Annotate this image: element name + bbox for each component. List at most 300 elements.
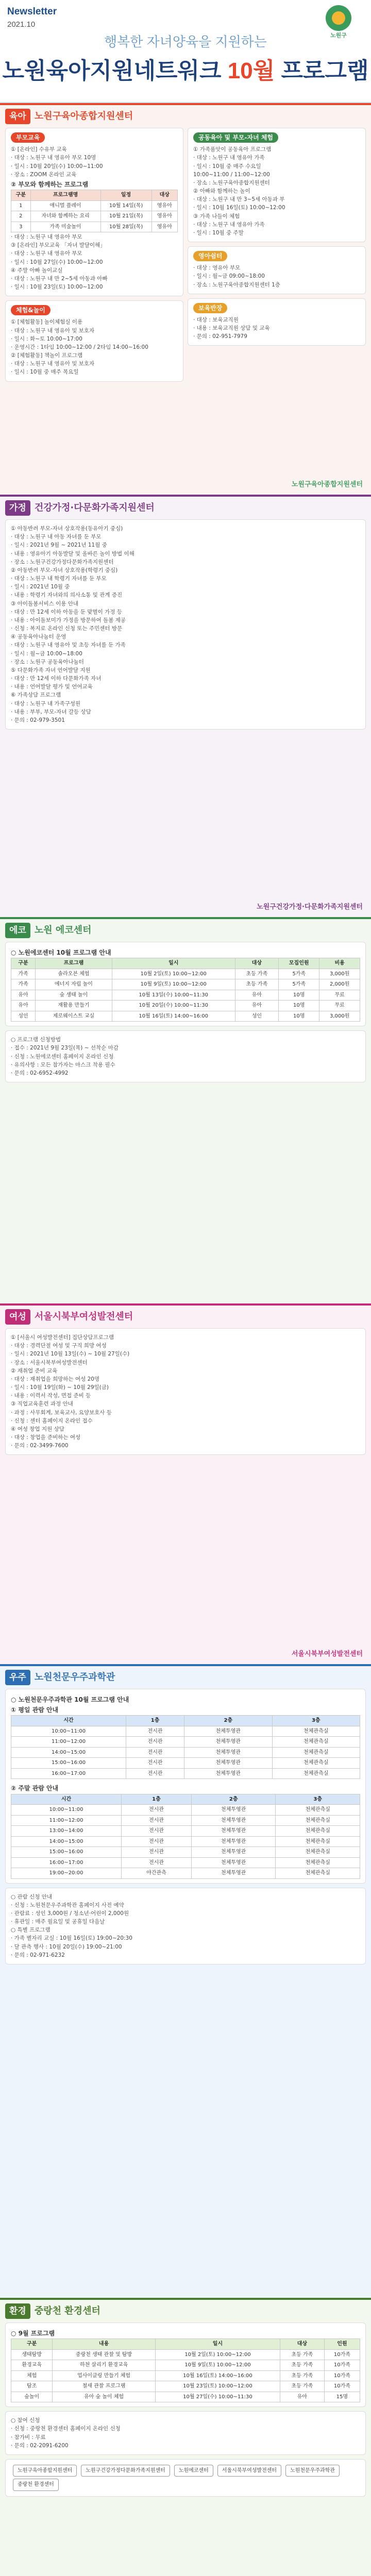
table-header-cell: 시간 [11,1716,126,1726]
text-line: · 문의 : 02-3499-7600 [11,1443,69,1449]
table-cell: 천체투영관 [184,1768,272,1779]
text-line: · 대상 : 노원구 내 영유아 부모 [11,250,82,257]
content-box [188,128,366,242]
table-cell: 가족 미술놀이 [30,222,100,232]
table-cell: 전시관 [122,1815,192,1826]
program-table [11,190,178,232]
table-header-cell: 비용 [319,958,360,969]
table-cell: 전시관 [122,1847,192,1858]
table-cell: 10월 14일(목) [100,200,151,211]
table-header-cell: 대상 [151,190,178,201]
content-box [5,942,366,1026]
table-cell: 전시관 [126,1726,184,1737]
table-cell: 초등 가족 [235,979,279,990]
partner-list [11,2464,360,2492]
table-header-cell: 모집인원 [279,958,319,969]
table-cell: 탐조 [11,2381,53,2392]
text-line: · 대상 : 노원구 내 영유아 부모 [11,234,82,241]
text-line: ○ 참여 신청 [11,2417,40,2424]
program-table [11,958,360,1022]
table-cell: 천체투영관 [191,1826,276,1837]
text-list [193,264,360,289]
text-line: · 일시 : 10월 23일(토) 10:00~12:00 [11,284,103,291]
table-cell: 10월 9일(토) 10:00~12:00 [155,2360,280,2371]
table-row [11,1747,360,1758]
table-row [11,2370,360,2381]
weekend-table [11,1794,360,1879]
table-cell: 가족 [11,969,36,979]
table-cell: 10가족 [324,2349,360,2360]
text-line: · 접수 : 2021년 9월 23일(목) ~ 선착순 마감 [11,1045,119,1052]
table-header-cell: 1층 [126,1716,184,1726]
text-line: · 대상 : 보육교직원 [193,316,239,323]
section-title: 건강가정·다문화가족지원센터 [34,502,155,513]
table-header-cell: 3층 [272,1716,360,1726]
table-heading: ② 부모와 함께하는 프로그램 [11,180,89,188]
text-line: · 내용 : 보육교직원 상담 및 교육 [193,325,270,332]
text-line: · 일시 : 월~금 10:00~18:00 [11,650,82,657]
section-badge: 환경 [5,2303,30,2319]
content-box [5,1030,366,1082]
table-cell: 철새 관찰 프로그램 [53,2381,156,2392]
table-cell: 솔라오븐 체험 [36,969,112,979]
table-cell: 제로웨이스트 교실 [36,1011,112,1022]
newsletter-label [7,5,57,30]
table-cell: 10:00~11:00 [11,1726,126,1737]
content-box [5,1689,366,1884]
text-line: · 대상 : 노원구 내 학령기 자녀를 둔 부모 [11,575,107,582]
table-row [11,990,360,1001]
table-cell: 2 [11,211,31,222]
table-cell: 천체관측실 [276,1826,360,1837]
table-cell: 10월 23일(토) 10:00~12:00 [155,2381,280,2392]
text-line: · 대상 : 경력단절 여성 및 구직 희망 여성 [11,1343,107,1349]
text-line: · 장소 : 노원구건강가정다문화가족지원센터 [11,558,114,565]
text-list [11,233,178,291]
text-list [11,146,178,178]
category-pill: 영아쉼터 [193,251,227,261]
table-cell: 가족 [11,979,36,990]
section-title: 노원천문우주과학관 [34,1671,115,1683]
table-row [11,1857,360,1868]
text-line: ⑥ 가족상담 프로그램 [11,692,61,699]
text-line: · 대상 : 노원구 내 아동 자녀를 둔 부모 [11,534,102,540]
table-cell: 10가족 [324,2360,360,2371]
text-line: ② 아빠와 함께하는 놀이 [193,188,250,195]
text-line: · 대상 : 노원구 내 영유아 및 보호자 [11,361,95,367]
table-cell: 16:00~17:00 [11,1857,122,1868]
section-badge: 에코 [5,923,30,939]
content-box [5,1888,366,1964]
newsletter-word: Newsletter [7,6,57,17]
category-pill: 체험&놀이 [11,305,50,315]
table-cell: 10명 [279,1011,319,1022]
text-line: · 일시 : 월~금 09:00~18:00 [193,273,265,280]
table-cell: 15명 [324,2392,360,2402]
text-line: ○ 프로그램 신청방법 [11,1037,61,1043]
section-environment [0,2298,371,2576]
table-cell: 전시관 [126,1737,184,1748]
two-column [5,128,366,386]
table-cell: 15:00~16:00 [11,1758,126,1769]
text-line: ② 재취업 준비 교육 [11,1367,58,1374]
center-logo: 서울시북부여성발전센터 [291,1650,363,1658]
text-list [193,316,360,341]
text-line: ② [체험활동] 책놀이 프로그램 [11,352,83,359]
weekday-table [11,1715,360,1779]
table-cell: 성인 [11,1011,36,1022]
text-line: · 내용 : 아이돌보미가 가정을 방문하여 돌봄 제공 [11,617,126,623]
center-logo: 노원구육아종합지원센터 [291,481,363,489]
text-line: · 내용 : 학령기 자녀와의 의사소통 및 관계 증진 [11,592,123,599]
table-cell: 초등 가족 [280,2370,325,2381]
section-women [0,1303,371,1664]
table-cell: 14:00~15:00 [11,1836,122,1847]
content-box [5,1328,366,1455]
text-line: · 문의 : 02-971-6232 [11,1952,65,1958]
table-cell: 10:00~11:00 [11,1805,122,1816]
table-cell: 초등 가족 [280,2381,325,2392]
table-row [11,1768,360,1779]
section-header [0,1666,371,1689]
category-pill: 부모교육 [11,132,45,143]
section-header [0,1306,371,1328]
text-line: ④ 공동육아나눔터 운영 [11,634,66,640]
text-line: ① [서울시 여성발전센터] 집단상담프로그램 [11,1334,114,1341]
content-box [5,128,183,296]
table-header-cell: 구분 [11,190,31,201]
section-title: 중랑천 환경센터 [34,2305,100,2316]
table-cell: 10월 16일(토) 14:00~16:00 [155,2370,280,2381]
section-header [0,919,371,942]
table-cell: 에너지 자립 놀이 [36,979,112,990]
text-line: · 일시 : 2021년 10월 13일(수) ~ 10월 27일(수) [11,1351,130,1358]
text-line: · 대상 : 노원구 내 영유아 및 초등 자녀를 둔 가족 [11,642,126,649]
text-line: ① 아동반려 부모-자녀 상호작용(동유아기 중심) [11,526,123,532]
table-cell: 1 [11,200,31,211]
text-line: ③ [온라인] 부모교육 「자녀 발달이해」 [11,242,106,249]
text-line: · 신청 : 노원에코센터 홈페이지 온라인 신청 [11,1053,114,1060]
table-row [11,1758,360,1769]
table-header-cell: 인원 [324,2339,360,2350]
text-line: · 일시 : 10월 16일(토) 10:00~12:00 [193,205,285,211]
table-heading: ② 주말 관람 안내 [11,1785,59,1792]
table-cell: 5가족 [279,979,319,990]
table-header-cell: 구분 [11,2339,53,2350]
category-pill: 공동육아 및 부모-자녀 체험 [193,132,278,143]
table-row [11,969,360,979]
table-row [11,2392,360,2402]
text-line: · 대상 : 노원구 내 만 2~5세 아동과 아빠 [11,275,108,282]
table-cell: 유아 [235,1001,279,1011]
text-line: · 내용 : 이력서 작성, 면접 준비 등 [11,1393,91,1399]
text-line: · 장소 : 노원구 공동육아나눔터 [11,658,84,665]
text-line: · 대상 : 노원구 내 영유아 부모 10명 [11,155,96,161]
text-line: · 일시 : 10월 중 주말 [193,229,244,236]
table-cell: 성인 [235,1011,279,1022]
text-line: · 관람료 : 성인 3,000원 / 청소년·어린이 2,000원 [11,1910,129,1917]
table-cell: 업사이클링 만들기 체험 [53,2370,156,2381]
table-cell: 천체관측실 [276,1847,360,1858]
table-cell: 유아 [11,1001,36,1011]
text-line: · 일시 : 10월 19일(화) ~ 10월 29일(금) [11,1384,109,1391]
table-cell: 유아 숲 놀이 체험 [53,2392,156,2402]
text-line: · 일시 : 2021년 9월 ~ 2021년 11월 중 [11,542,107,549]
table-row [11,1815,360,1826]
text-line: · 문의 : 02-6952-4992 [11,1070,69,1076]
table-row [11,222,178,232]
title-text-month: 10월 [227,58,275,83]
text-line: · 대상 : 노원구 내 가족구성원 [11,700,81,707]
text-line: · 휴관일 : 매주 월요일 및 공휴일 다음날 [11,1919,105,1925]
table-cell: 중랑천 생태 관찰 및 탐방 [53,2349,156,2360]
table-cell: 자녀와 함께하는 요리 [30,211,100,222]
table-header-cell: 일시 [112,958,235,969]
table-header-cell: 일정 [100,190,151,201]
section-header [0,2300,371,2323]
table-cell: 천체관측실 [276,1805,360,1816]
header [0,0,371,103]
table-cell: 16:00~17:00 [11,1768,126,1779]
text-line: · 신청 : 복지로 온라인 신청 또는 주민센터 방문 [11,625,123,632]
text-line: ① [체험활동] 놀이체험실 이용 [11,319,83,326]
section-family [0,495,371,917]
section-title: 노원구육아종합지원센터 [34,110,133,122]
title-text-pre: 노원육아지원네트워크 [2,58,228,83]
table-row [11,1836,360,1847]
text-line: · 달 관측 행사 : 10월 20일(수) 19:00~21:00 [11,1943,122,1950]
text-line: · 장소 : 서울시북부여성발전센터 [11,1359,88,1366]
text-line: ② 아동반려 부모-자녀 상호작용(학령기 중심) [11,567,118,573]
nowon-logo-icon [326,5,351,31]
table-cell: 영유아 [151,200,178,211]
content-box [5,519,366,730]
content-box [5,300,183,381]
table-header-cell: 대상 [280,2339,325,2350]
right-column [188,128,366,386]
text-line: · 문의 : 02-979-3501 [11,717,65,723]
table-cell: 하천 살리기 환경교육 [53,2360,156,2371]
text-line: · 일시 : 화~토 10:00~17:00 [11,335,82,342]
text-line: · 대상 : 노원구 내 만 3~5세 아동과 부 [193,196,285,203]
table-header-cell: 프로그램 [36,958,112,969]
table-cell: 10월 2일(토) 10:00~12:00 [155,2349,280,2360]
section-space [0,1664,371,2298]
table-header-cell: 시간 [11,1794,122,1805]
text-line: ③ 직업교육훈련 과정 안내 [11,1401,73,1408]
table-header-cell: 내용 [53,2339,156,2350]
table-cell: 전시관 [122,1836,192,1847]
text-list [11,2417,360,2449]
text-line: ○ 특별 프로그램 [11,1927,50,1934]
table-header-cell: 1층 [122,1794,192,1805]
table-header-cell: 프로그램명 [30,190,100,201]
table-heading: ○ 노원에코센터 10월 프로그램 안내 [11,949,111,956]
table-cell: 10월 27일(수) 10:00~11:30 [155,2392,280,2402]
text-line: · 문의 : 02-2091-6200 [11,2442,69,2449]
content-box [5,2323,366,2407]
table-cell: 환경교육 [11,2360,53,2371]
text-line: · 유의사항 : 모든 참가자는 마스크 착용 필수 [11,1061,115,1068]
text-line: · 신청 : 노원천문우주과학관 홈페이지 사전 예약 [11,1902,124,1908]
table-cell: 유아 [235,990,279,1001]
section-badge: 가정 [5,500,30,516]
text-line: · 일시 : 10월 27일(수) 10:00~12:00 [11,259,103,265]
text-line: ① [온라인] 수유부 교육 [11,146,67,153]
text-line: ○ 관람 신청 안내 [11,1893,53,1900]
text-list [11,1893,360,1959]
table-header-cell: 대상 [235,958,279,969]
table-cell: 10월 20일(수) 10:00~11:30 [112,1001,235,1011]
text-line: · 일시 : 10월 중 매주 수요일 [193,163,261,170]
table-cell: 초등 가족 [280,2360,325,2371]
table-cell: 전시관 [126,1747,184,1758]
page-title [0,56,371,86]
text-list [11,1334,360,1449]
text-list [11,525,360,724]
text-line: · 일시 : 10월 20일(수) 10:00~11:00 [11,163,103,170]
table-cell: 11:00~12:00 [11,1737,126,1748]
section-header [0,105,371,128]
table-cell: 10월 21일(목) [100,211,151,222]
table-cell: 무료 [319,1001,360,1011]
table-row [11,2349,360,2360]
table-cell: 11:00~12:00 [11,1815,122,1826]
table-header-cell: 구분 [11,958,36,969]
table-cell: 초등 가족 [235,969,279,979]
text-line: · 대상 : 만 12세 이하 아동을 둔 맞벌이 가정 등 [11,608,122,615]
table-cell: 애니멀 플레이 [30,200,100,211]
table-cell: 천체관측실 [272,1747,360,1758]
text-line: · 일시 : 10월 중 매주 목요일 [11,369,79,376]
table-cell: 천체관측실 [272,1737,360,1748]
table-row [11,2360,360,2371]
left-column [5,128,183,386]
table-cell: 전시관 [126,1758,184,1769]
table-row [11,1001,360,1011]
table-heading: ① 평일 관람 안내 [11,1706,59,1714]
text-line: · 가족 별자리 교실 : 10월 16일(토) 19:00~20:30 [11,1935,132,1942]
table-cell: 천체관측실 [276,1857,360,1868]
category-pill: 보육반장 [193,303,227,313]
section-title: 서울시북부여성발전센터 [34,1311,133,1322]
table-cell: 천체투영관 [191,1868,276,1879]
table-cell: 영유아 [151,222,178,232]
table-cell: 숲 생태 놀이 [36,990,112,1001]
text-line: · 신청 : 센터 홈페이지 온라인 접수 [11,1417,93,1424]
text-line: · 운영시간 : 1타임 10:00~12:00 / 2타임 14:00~16:00 [11,344,148,350]
text-line: ③ 가족 나들이 체험 [193,213,240,219]
content-box [5,2411,366,2455]
text-line: · 장소 : ZOOM 온라인 교육 [11,171,77,178]
section-badge: 우주 [5,1670,30,1686]
text-line: · 장소 : 노원구육아종합지원센터 [193,179,270,186]
text-line: ③ 아이돌봄서비스 이용 안내 [11,600,78,607]
partner-logo: 노원구육아종합지원센터 [13,2465,77,2477]
table-cell: 5가족 [279,969,319,979]
partner-logos [5,2459,366,2497]
table-cell: 천체관측실 [272,1768,360,1779]
table-cell: 천체투영관 [191,1857,276,1868]
table-row [11,1805,360,1816]
table-cell: 재활용 만들기 [36,1001,112,1011]
table-cell: 야간관측 [122,1868,192,1879]
section-eco [0,917,371,1303]
table-cell: 10월 13일(수) 10:00~11:30 [112,990,235,1001]
table-row [11,211,178,222]
table-cell: 천체관측실 [272,1758,360,1769]
table-cell: 영유아 [151,211,178,222]
text-line: ⑤ 다문화가족 자녀 언어발달 지원 [11,667,91,673]
table-cell: 천체투영관 [184,1758,272,1769]
partner-logo: 노원구건강가정다문화가족지원센터 [81,2465,170,2477]
table-heading: ○ 9월 프로그램 [11,2330,55,2337]
table-cell: 13:00~14:00 [11,1826,122,1837]
table-cell: 전시관 [122,1826,192,1837]
partner-logo: 노원천문우주과학관 [285,2465,340,2477]
content-box [188,298,366,346]
table-row [11,200,178,211]
table-cell: 3,000원 [319,1011,360,1022]
program-table [11,2338,360,2402]
section-childcare [0,103,371,495]
center-logo: 노원구건강가정·다문화가족지원센터 [257,903,363,911]
table-cell: 유아 [280,2392,325,2402]
table-row [11,1726,360,1737]
text-line: · 내용 : 언어발달 평가 및 언어교육 [11,684,93,690]
table-cell: 천체관측실 [276,1836,360,1847]
table-header-cell: 일시 [155,2339,280,2350]
content-box [188,246,366,294]
table-cell: 10월 2일(토) 10:00~12:00 [112,969,235,979]
table-cell: 3 [11,222,31,232]
table-cell: 무료 [319,990,360,1001]
text-line: · 대상 : 노원구 내 영유아 가족 [193,155,265,161]
table-cell: 10월 28일(목) [100,222,151,232]
title-text-post: 프로그램 [275,58,369,83]
table-cell: 유아 [11,990,36,1001]
table-cell: 전시관 [122,1857,192,1868]
table-row [11,1868,360,1879]
text-list [11,318,178,376]
partner-logo: 노원에코센터 [174,2465,213,2477]
text-line: ④ 주말 아빠 놀이교실 [11,267,63,274]
table-row [11,1847,360,1858]
partner-logo: 중랑천 환경센터 [13,2479,59,2491]
text-line: · 대상 : 재취업을 희망하는 여성 20명 [11,1376,100,1382]
table-cell: 전시관 [126,1768,184,1779]
table-cell: 천체투영관 [184,1737,272,1748]
table-cell: 천체투영관 [191,1847,276,1858]
table-cell: 10월 16일(토) 14:00~16:00 [112,1011,235,1022]
table-cell: 생태탐방 [11,2349,53,2360]
table-cell: 3,000원 [319,969,360,979]
table-header-cell: 3층 [276,1794,360,1805]
table-header-cell: 2층 [184,1716,272,1726]
section-intro: ○ 노원천문우주과학관 10월 프로그램 안내 [11,1696,129,1703]
partner-logo: 서울시북부여성발전센터 [217,2465,281,2477]
table-cell: 2,000원 [319,979,360,990]
table-cell: 천체투영관 [191,1836,276,1847]
table-row [11,1737,360,1748]
table-row [11,1826,360,1837]
table-row [11,2381,360,2392]
text-line: · 대상 : 노원구 내 영유아 가족 [193,221,265,228]
text-list [11,1036,360,1077]
table-cell: 천체관측실 [272,1726,360,1737]
table-cell: 15:00~16:00 [11,1847,122,1858]
table-cell: 10명 [279,990,319,1001]
